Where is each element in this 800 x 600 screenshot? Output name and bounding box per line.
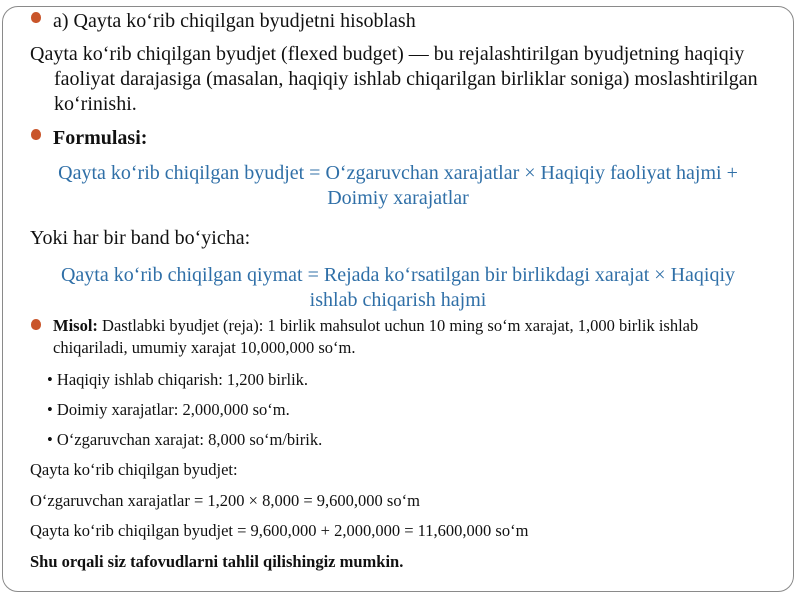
list-item: • O‘zgaruvchan xarajat: 8,000 so‘m/birik. [47,430,323,449]
definition-paragraph: Qayta ko‘rib chiqilgan byudjet (flexed budget) — bu rejalashtirilgan byudjetning haqiqiy faoliyat darajasiga (masalan, haqiqiy ishlab chiqarilgan birliklar soniga) moslashtirilgan ko‘rinishi. [30,43,758,115]
list-item: • Doimiy xarajatlar: 2,000,000 so‘m. [47,400,290,419]
calculation-total: Qayta ko‘rib chiqilgan byudjet = 9,600,000 + 2,000,000 = 11,600,000 so‘m [30,521,529,540]
slide-frame [2,6,794,592]
bullet-icon [31,12,41,23]
example-label: Misol: [53,316,98,335]
formula-main: Qayta ko‘rib chiqilgan byudjet = O‘zgaruvchan xarajatlar × Haqiqiy faoliyat hajmi + Doimiy xarajatlar [58,162,738,209]
bullet-icon [31,319,41,330]
conclusion: Shu orqali siz tafovudlarni tahlil qilishingiz mumkin. [30,552,404,571]
section-heading: a) Qayta ko‘rib chiqilgan byudjetni hisoblash [53,10,416,32]
alternative-line: Yoki har bir band bo‘yicha: [30,227,251,249]
bullet-icon [31,129,41,140]
example-text: Dastlabki byudjet (reja): 1 birlik mahsulot uchun 10 ming so‘m xarajat, 1,000 birlik ishlab chiqariladi, umumiy xarajat 10,000,000 so‘m. [53,316,699,357]
list-item: • Haqiqiy ishlab chiqarish: 1,200 birlik. [47,370,309,389]
calculation-heading: Qayta ko‘rib chiqilgan byudjet: [30,460,238,479]
formula-heading: Formulasi: [53,127,148,149]
example-paragraph [53,315,763,359]
calculation-variable: O‘zgaruvchan xarajatlar = 1,200 × 8,000 = 9,600,000 so‘m [30,491,420,510]
formula-per-item: Qayta ko‘rib chiqilgan qiymat = Rejada ko‘rsatilgan bir birlikdagi xarajat × Haqiqiy ishlab chiqarish hajmi [60,264,736,311]
